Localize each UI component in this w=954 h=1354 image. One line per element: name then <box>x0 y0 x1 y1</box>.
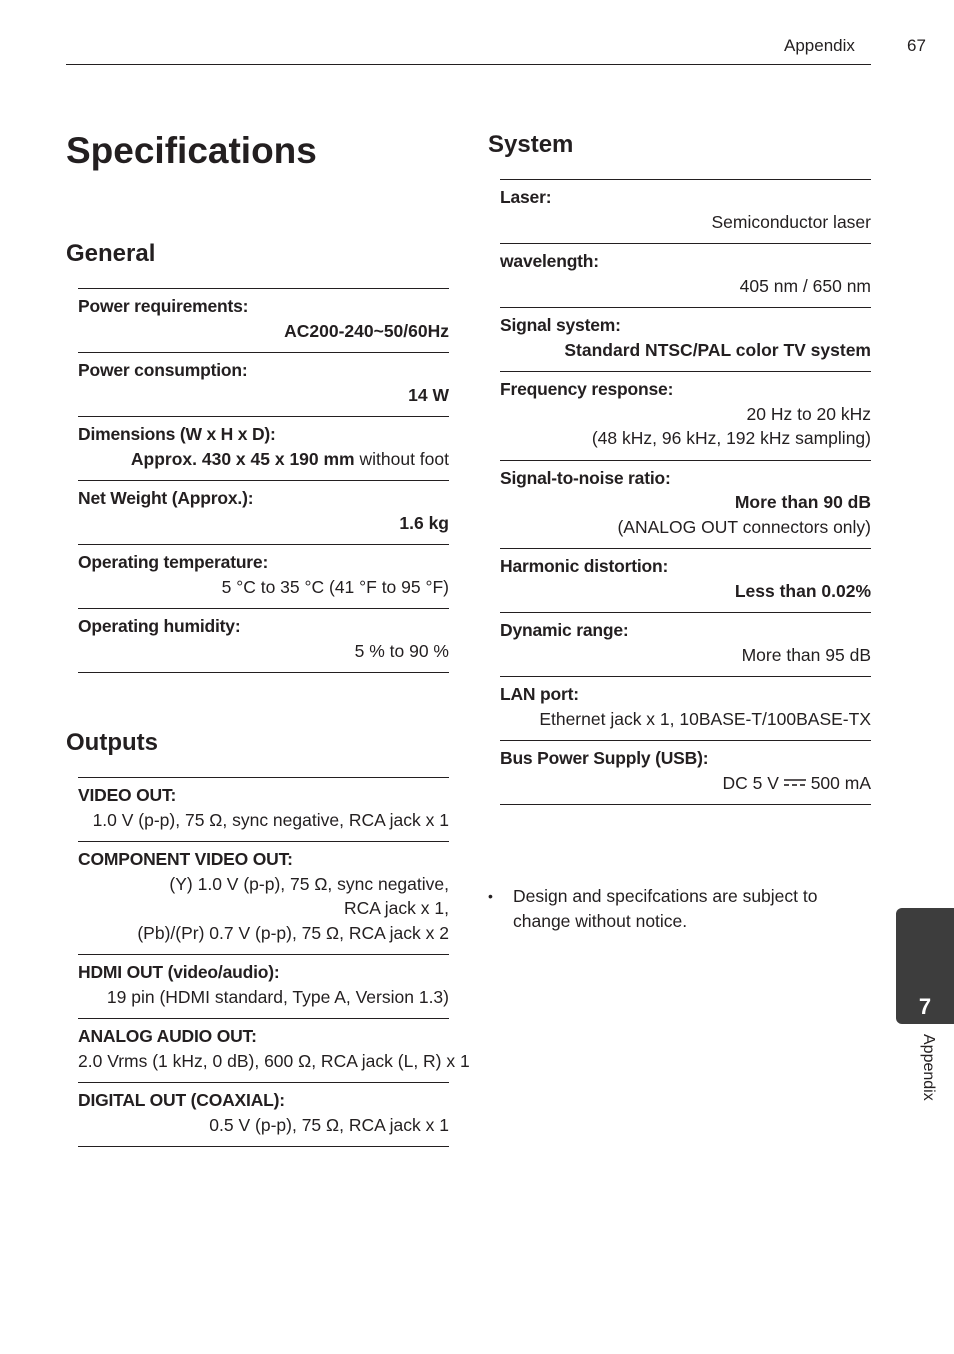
spec-row <box>78 955 449 1019</box>
spec-value <box>78 511 449 536</box>
spec-value-bold: More than 90 dB <box>734 492 871 512</box>
spec-value-bold: Less than 0.02% <box>734 580 871 601</box>
spec-label: Signal system: <box>500 315 621 335</box>
spec-label: LAN port: <box>500 684 579 704</box>
spec-label: Net Weight (Approx.): <box>78 488 254 508</box>
spec-value <box>78 383 449 408</box>
page-title: Specifications <box>66 130 317 171</box>
spec-value <box>78 1049 470 1074</box>
spec-label: Dynamic range: <box>500 620 629 640</box>
spec-value <box>78 1113 449 1138</box>
spec-value-text: RCA jack x 1, <box>343 898 449 918</box>
chapter-label: Appendix <box>920 1034 937 1101</box>
spec-row <box>500 308 871 372</box>
spec-value <box>78 921 449 946</box>
spec-row <box>500 741 871 805</box>
spec-value-text: More than 95 dB <box>741 644 871 665</box>
spec-label: wavelength: <box>500 251 599 271</box>
header-rule <box>66 64 871 65</box>
spec-row <box>500 613 871 677</box>
spec-row <box>78 289 449 353</box>
spec-value <box>500 490 871 515</box>
system-spec-list <box>500 179 871 805</box>
spec-value-text: (48 kHz, 96 kHz, 192 kHz sampling) <box>591 428 871 448</box>
spec-label: ANALOG AUDIO OUT: <box>78 1026 257 1046</box>
spec-value <box>500 426 871 451</box>
spec-label: Harmonic distortion: <box>500 556 669 576</box>
spec-value <box>78 872 449 897</box>
spec-row <box>78 481 449 545</box>
note-text: Design and specifcations are subject to change without notice. <box>513 886 818 931</box>
outputs-spec-list <box>78 777 470 1147</box>
spec-value <box>78 896 449 921</box>
spec-row <box>500 180 871 244</box>
spec-value-text: (Y) 1.0 V (p-p), 75 Ω, sync negative, <box>169 873 449 894</box>
spec-label: Signal-to-noise ratio: <box>500 467 671 488</box>
spec-value <box>500 338 871 363</box>
general-heading: General <box>66 240 156 267</box>
spec-value-text: 5 % to 90 % <box>354 640 449 661</box>
spec-value <box>78 808 449 833</box>
spec-value-bold: AC200-240~50/60Hz <box>284 320 449 341</box>
spec-value <box>500 274 871 299</box>
spec-value <box>500 579 871 604</box>
header-section-title: Appendix <box>784 36 855 55</box>
chapter-number: 7 <box>918 994 932 1019</box>
spec-value-bold: 1.6 kg <box>399 512 449 533</box>
spec-row <box>78 1019 470 1083</box>
spec-value <box>500 707 871 732</box>
spec-value-text: without foot <box>354 448 449 469</box>
spec-value-text: Semiconductor laser <box>711 211 871 232</box>
spec-row <box>78 842 449 955</box>
page-number: 67 <box>907 36 926 55</box>
spec-value <box>78 447 449 472</box>
spec-value <box>78 985 449 1010</box>
outputs-heading: Outputs <box>66 729 158 756</box>
spec-label: VIDEO OUT: <box>78 785 177 805</box>
spec-label: Laser: <box>500 187 552 207</box>
spec-row <box>500 461 871 550</box>
spec-label: Operating humidity: <box>78 616 241 636</box>
general-spec-list <box>78 288 449 673</box>
system-heading: System <box>488 131 574 158</box>
spec-value <box>78 639 449 664</box>
notes-list <box>488 884 848 933</box>
spec-value-text: 1.0 V (p-p), 75 Ω, sync negative, RCA jack x 1 <box>92 809 449 830</box>
spec-value <box>500 515 871 540</box>
spec-label: Power requirements: <box>78 296 249 316</box>
spec-row <box>78 609 449 673</box>
spec-row <box>500 244 871 308</box>
spec-value-text: DC 5 V <box>722 772 779 793</box>
spec-value-text: 5 °C to 35 °C (41 °F to 95 °F) <box>221 576 449 597</box>
spec-value-text: 20 Hz to 20 kHz <box>746 403 871 424</box>
spec-value-text: Ethernet jack x 1, 10BASE-T/100BASE-TX <box>539 708 871 729</box>
spec-value-text: (Pb)/(Pr) 0.7 V (p-p), 75 Ω, RCA jack x 2 <box>137 922 449 943</box>
note-item <box>488 884 848 933</box>
spec-value-text: (ANALOG OUT connectors only) <box>617 516 871 537</box>
spec-value <box>500 402 871 427</box>
spec-value <box>78 575 449 600</box>
spec-label: Dimensions (W x H x D): <box>78 424 276 444</box>
spec-value-text: 2.0 Vrms (1 kHz, 0 dB), 600 Ω, RCA jack (L, R) x 1 <box>78 1050 470 1071</box>
spec-value <box>500 643 871 668</box>
spec-row <box>78 417 449 481</box>
spec-value <box>78 319 449 344</box>
spec-label: DIGITAL OUT (COAXIAL): <box>78 1090 285 1110</box>
spec-value-bold: Standard NTSC/PAL color TV system <box>564 339 871 360</box>
dc-current-icon <box>784 778 806 788</box>
spec-value-text: 19 pin (HDMI standard, Type A, Version 1.3) <box>106 986 449 1007</box>
spec-label: Operating temperature: <box>78 552 269 572</box>
spec-label: Power consumption: <box>78 360 248 380</box>
spec-label: Frequency response: <box>500 379 674 399</box>
spec-value-bold: 14 W <box>408 384 449 405</box>
bullet-icon: • <box>488 888 493 904</box>
spec-row <box>78 1083 449 1147</box>
spec-value <box>500 210 871 235</box>
spec-value-text: 500 mA <box>810 772 871 793</box>
spec-label: COMPONENT VIDEO OUT: <box>78 849 293 869</box>
spec-row <box>500 677 871 741</box>
spec-value-bold: Approx. 430 x 45 x 190 mm <box>130 448 355 469</box>
chapter-tab <box>896 908 954 1024</box>
spec-value-text: 405 nm / 650 nm <box>739 275 871 296</box>
spec-label: Bus Power Supply (USB): <box>500 748 709 768</box>
spec-row <box>500 549 871 613</box>
spec-row <box>78 778 449 842</box>
spec-row <box>500 372 871 461</box>
spec-value-text: 0.5 V (p-p), 75 Ω, RCA jack x 1 <box>209 1114 449 1135</box>
spec-row <box>78 545 449 609</box>
spec-value <box>500 771 871 796</box>
spec-label: HDMI OUT (video/audio): <box>78 962 280 982</box>
spec-row <box>78 353 449 417</box>
